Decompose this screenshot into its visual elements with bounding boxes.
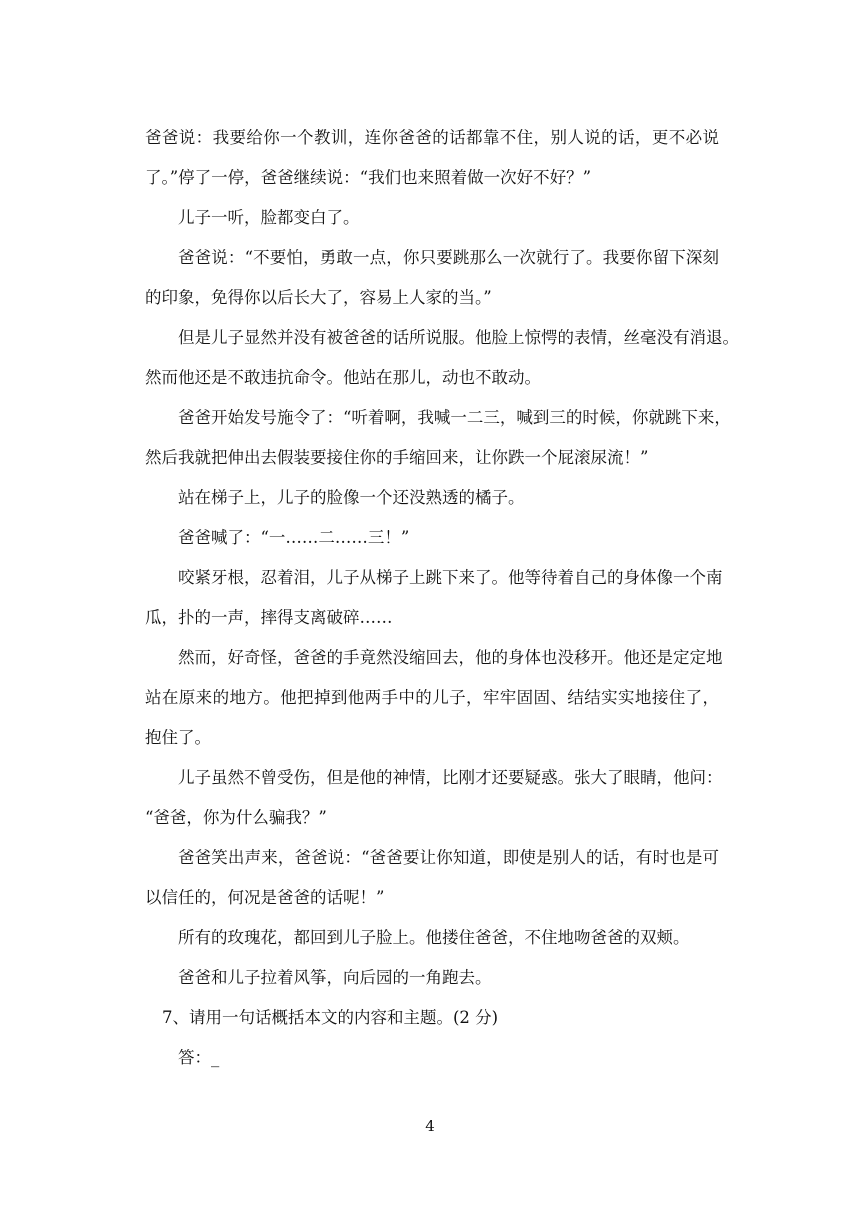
paragraph-line: 瓜，扑的一声，摔得支离破碎…… xyxy=(145,608,393,627)
paragraph-line: 爸爸开始发号施令了：“听着啊，我喊一二三，喊到三的时候，你就跳下来， xyxy=(178,408,731,427)
paragraph-line: 以信任的，何况是爸爸的话呢！” xyxy=(145,888,385,907)
paragraph-line: 了。”停了一停，爸爸继续说：“我们也来照着做一次好不好？” xyxy=(145,168,592,187)
paragraph-line: 的印象，免得你以后长大了，容易上人家的当。” xyxy=(145,288,492,307)
paragraph-line: 爸爸说：我要给你一个教训，连你爸爸的话都靠不住，别人说的话，更不必说 xyxy=(145,128,719,147)
question-7: 7、请用一句话概括本文的内容和主题。(2 分) xyxy=(162,1008,499,1027)
paragraph-line: 所有的玫瑰花，都回到儿子脸上。他搂住爸爸，不住地吻爸爸的双颊。 xyxy=(178,928,690,947)
paragraph-line: 然而他还是不敢违抗命令。他站在那儿，动也不敢动。 xyxy=(145,368,541,387)
paragraph-line: 爸爸说：“不要怕，勇敢一点，你只要跳那么一次就行了。我要你留下深刻 xyxy=(178,248,719,267)
paragraph-line: 抱住了。 xyxy=(145,728,211,747)
paragraph-line: 爸爸笑出声来，爸爸说：“爸爸要让你知道，即使是别人的话，有时也是可 xyxy=(178,848,719,867)
page-number: 4 xyxy=(425,1117,435,1135)
paragraph-line: 然而，好奇怪，爸爸的手竟然没缩回去，他的身体也没移开。他还是定定地 xyxy=(178,648,723,667)
paragraph-line: 儿子一听，脸都变白了。 xyxy=(178,208,360,227)
paragraph-line: 爸爸喊了：“一……二……三！” xyxy=(178,528,410,547)
paragraph-line: 咬紧牙根，忍着泪，儿子从梯子上跳下来了。他等待着自己的身体像一个南 xyxy=(178,568,723,587)
paragraph-line: 站在原来的地方。他把掉到他两手中的儿子，牢牢固固、结结实实地接住了， xyxy=(145,688,719,707)
document-body xyxy=(145,118,739,1078)
answer-blank[interactable]: 答：_ xyxy=(178,1048,220,1067)
paragraph-line: 站在梯子上，儿子的脸像一个还没熟透的橘子。 xyxy=(178,488,525,507)
paragraph-line: 然后我就把伸出去假装要接住你的手缩回来，让你跌一个屁滚尿流！” xyxy=(145,448,649,467)
paragraph-line: “爸爸，你为什么骗我？” xyxy=(145,808,327,827)
paragraph-line: 儿子虽然不曾受伤，但是他的神情，比刚才还要疑惑。张大了眼睛，他问： xyxy=(178,768,723,787)
paragraph-line: 但是儿子显然并没有被爸爸的话所说服。他脸上惊愕的表情，丝毫没有消退。 xyxy=(178,328,739,347)
paragraph-line: 爸爸和儿子拉着风筝，向后园的一角跑去。 xyxy=(178,968,492,987)
